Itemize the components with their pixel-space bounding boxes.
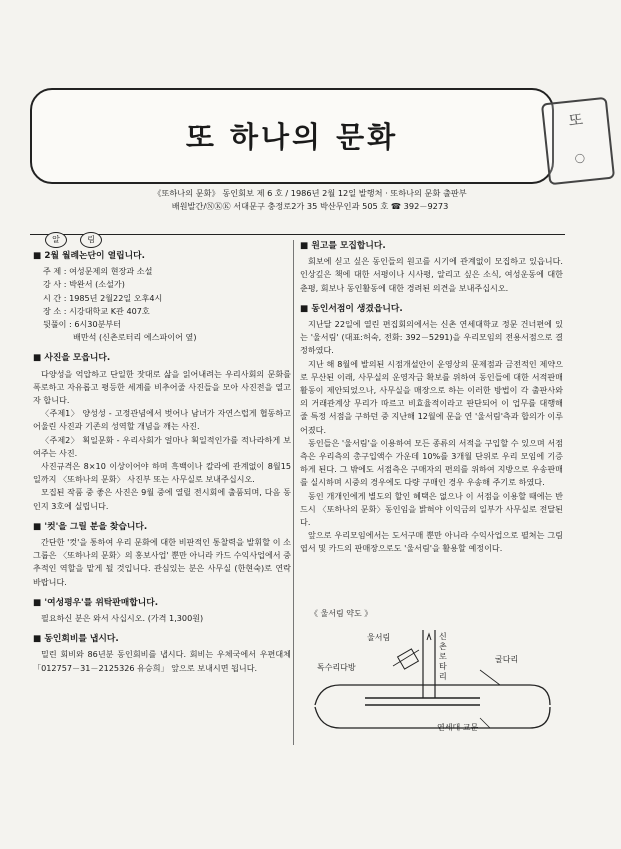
newsletter-title: 또 하나의 문화	[185, 120, 399, 154]
afterparty-place: 배만석 (신촌로터리 에스파이어 옆)	[73, 332, 197, 343]
seal-stamp: 또 ◯	[541, 97, 615, 185]
bookstore-map	[305, 610, 560, 740]
map-label-underpass: 굴다리	[495, 655, 519, 664]
paragraph: 밀린 회비와 86년분 동인회비를 냅시다. 회비는 우체국에서 우편대체 「012757－31－2125326 유승희」 앞으로 보내시면 됩니다.	[33, 649, 291, 673]
section-heading: ■ 2월 월례논단이 열립니다.	[33, 251, 145, 261]
masthead-box	[30, 88, 554, 184]
paragraph: 회보에 싣고 싶은 동인들의 원고를 시기에 관계없이 모집하고 있읍니다. 인상깊은 책에 대한 서평이나 시사평, 알리고 싶은 소식, 여성운동에 대한 춘평, 회보나 동인활동에 대한 경려된 의견을 보내주십시오.	[300, 256, 563, 293]
paragraph: 지난 해 8월에 발의된 시점개설안이 운영상의 문제점과 금전적인 제약으로 무산된 이래, 사무실의 운영자금 확보를 위하여 동인들에 대한 서적판매활동이 제안되었으나, 사무실을 매장으로 하는 이러한 방법이 각 출판사와의 거래관계상 무리가 따르고 비효율적이라고 판단되어 이 업무를 대행해 줄 특정 서점을 구하던 중 지난해 12월에 문을 연 '울서림'측과 합의가 이루어졌다.	[300, 358, 563, 435]
map-label-dabang: 독수리다방	[317, 663, 356, 672]
paragraph: 동인들은 '울서림'을 이용하여 모든 종류의 서적을 구입할 수 있으며 서점측은 우리측의 총구입액수 가운데 10%를 3개월 단위로 우리 모임에 기증하게 된다. 그 밖에도 서점측은 구매자의 편의를 위하여 지방으로 우송판매를 실시하며 시중의 경우에도 다량 구매인 경우 우송해 주기로 하였다.	[300, 437, 563, 488]
paragraph: 사진규격은 8×10 이상이어야 하며 흑백이나 칼라에 관계없이 8월15일까지 〈또하나의 문화〉 사진부 또는 사무실로 보내주십시오.	[33, 461, 291, 485]
publication-info-line1: 《또하나의 문화》 동인회보 제 6 호 / 1986년 2월 12일 발행처 · 또하나의 문화 출판부	[153, 188, 467, 198]
paragraph: 앞으로 우리모임에서는 도서구매 뿐만 아니라 수익사업으로 펼쳐는 그림엽서 및 카드의 판매장으로도 '울서림'을 활용할 예정이다.	[300, 530, 563, 554]
paragraph: 〈주제2〉 획일문화 - 우리사회가 얼마나 획일적인가를 적나라하게 보여주는 사진.	[33, 434, 291, 458]
notice-tag-1: 알	[45, 232, 67, 248]
map-label-gate: 연세대 교문	[437, 723, 479, 732]
map-drawing	[305, 610, 560, 740]
map-title: 《 울서림 약도 》	[310, 609, 373, 618]
notice-tag-2: 림	[80, 232, 102, 248]
section-heading: ■ 사진을 모읍니다.	[33, 353, 111, 364]
left-column	[33, 250, 291, 675]
right-column	[300, 240, 563, 556]
section-heading: ■ 동인서점이 생겼읍니다.	[300, 303, 403, 314]
lecture-time: 시 간 : 1985년 2월22일 오후4시	[43, 292, 163, 303]
lecture-topic: 주 제 : 여성문제의 현장과 소설	[43, 266, 153, 277]
section-heading: ■ 원고를 모집합니다.	[300, 241, 386, 251]
afterparty: 뒷풀이 : 6시30분부터	[43, 319, 122, 330]
notice-tags	[45, 227, 110, 248]
paragraph: 지난달 22일에 열린 편집회의에서는 신촌 연세대학교 정문 건너편에 있는 '울서림' (대표:허숙, 전화: 392－5291)을 우리모임의 전용서점으로 결정하였다.	[300, 319, 563, 356]
map-label-rotary: 신촌로타리	[439, 632, 447, 681]
paragraph: 필요하신 분은 와서 사십시오. (가격 1,300원)	[41, 613, 204, 624]
paragraph: 다양성을 억압하고 단일한 잣대로 삶을 읽어내려는 우리사회의 문화를 폭로하고 자유롭고 평등한 세계를 비추어줄 사진들을 모아 사진전을 열고자 합니다.	[33, 368, 291, 406]
section-heading: ■ '컷'을 그릴 분을 찾습니다.	[33, 521, 148, 532]
map-label-bookstore: 울서림	[367, 633, 391, 642]
publication-info-line2: 배원발간/ⓃⓀⓀ 서대문구 충정로2가 35 박산무인과 505 호 ☎ 392－9273	[171, 201, 449, 211]
paragraph: 동인 개개인에게 별도의 할인 혜택은 없으나 이 서점을 이용할 때에는 반드시 〈또하나의 문화〉동인임을 밝혀야 이익금의 일부가 사무실로 전달된다.	[300, 490, 563, 528]
lecture-speaker: 강 사 : 박완서 (소설가)	[43, 279, 125, 290]
section-heading: ■ 동인회비를 냅시다.	[33, 634, 119, 645]
lecture-place: 장 소 : 시강대학교 K관 407호	[43, 305, 150, 316]
section-divider	[30, 234, 565, 235]
paragraph: 모집된 작품 중 좋은 사진은 9월 중에 열릴 전시회에 출품되며, 다음 동인지 3호에 실립니다.	[33, 487, 291, 511]
paragraph: 간단한 '컷'을 통하여 우리 문화에 대한 비판적인 통찰력을 발휘할 이 소그룹은 〈또하나의 문화〉의 홍보사업' 뿐만 아니라 카드 수익사업에서 중추적인 역할을 맡게 될 것입니다. 관심있는 분은 사무실 (한현숙)로 연락바랍니다.	[33, 537, 291, 587]
stamp-text: 또	[567, 110, 584, 130]
column-divider	[293, 240, 294, 745]
paragraph: 〈주제1〉 양성성 - 고정관념에서 벗어나 남녀가 자연스럽게 협동하고 어울린 사진과 기존의 성역할 개념을 깨는 사진.	[33, 408, 291, 432]
section-heading: ■ '여성평우'를 위탁판매합니다.	[33, 597, 159, 608]
